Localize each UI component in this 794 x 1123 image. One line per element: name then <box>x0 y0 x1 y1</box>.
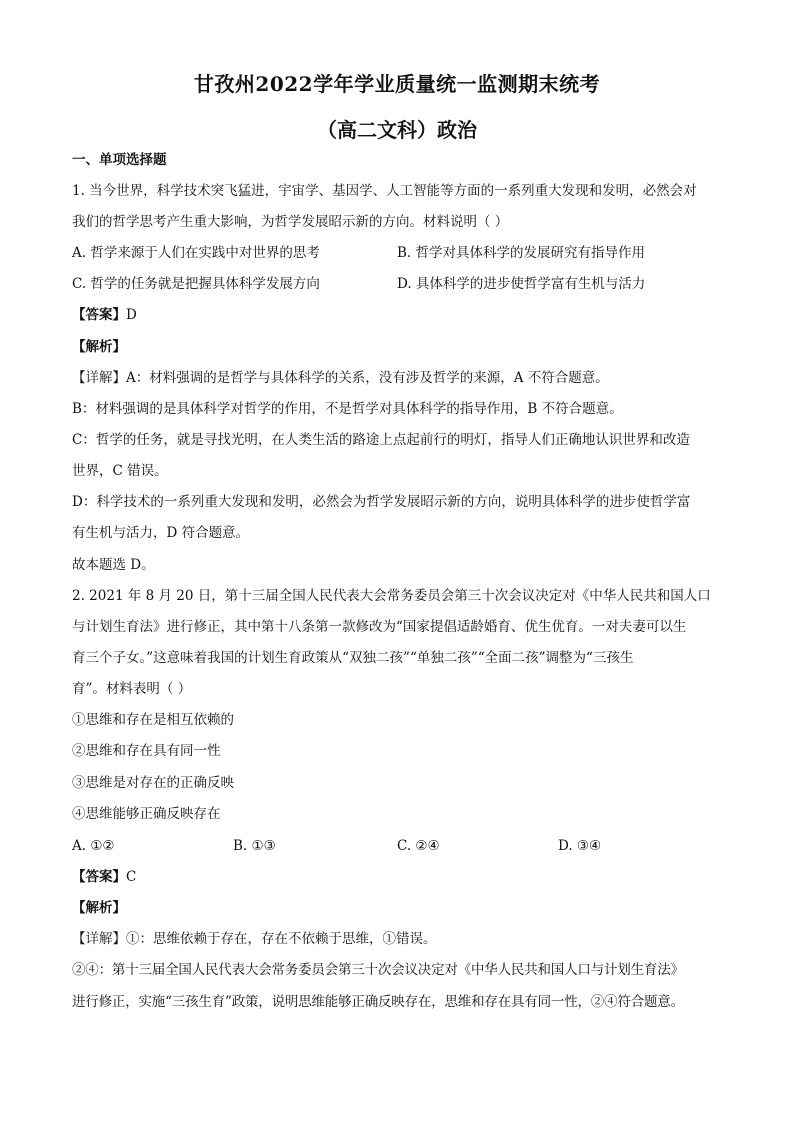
q1-option-d: D. 具体科学的进步使哲学富有生机与活力 <box>397 276 646 292</box>
q2-explanation-2-line1: ②④：第十三届全国人民代表大会常务委员会第三十次会议决定对《中华人民共和国人口与计划生育法》 <box>72 962 684 978</box>
page-title: 甘孜州2022学年学业质量统一监测期末统考 <box>193 72 601 96</box>
q2-answer-row <box>72 867 136 887</box>
q1-answer-row <box>72 305 137 325</box>
q1-explanation-b: B：材料强调的是具体科学对哲学的作用，不是哲学对具体科学的指导作用，B 不符合题意。 <box>72 401 623 417</box>
q2-explanation-1 <box>72 929 437 949</box>
q2-stem-line2: 与计划生育法》进行修正，其中第十八条第一款修改为“国家提倡适龄婚育、优生优育。一对夫妻可以生 <box>72 619 687 635</box>
q2-stem-line1: 2. 2021 年 8 月 20 日，第十三届全国人民代表大会常务委员会第三十次会议决定对《中华人民共和国人口 <box>72 588 711 604</box>
q1-explanation-a <box>72 368 609 388</box>
page-subtitle: （高二文科）政治 <box>317 118 477 142</box>
q2-statement-2: ②思维和存在具有同一性 <box>72 743 221 759</box>
q1-explanation-c-line2: 世界，C 错误。 <box>72 463 168 479</box>
q1-exp-a-text: A：材料强调的是哲学与具体科学的关系，没有涉及哲学的来源，A 不符合题意。 <box>126 370 609 386</box>
q2-explanation-2-line2: 进行修正，实施“三孩生育”政策，说明思维能够正确反映存在，思维和存在具有同一性，②④符合题意。 <box>72 994 684 1010</box>
q1-detail-tag: 【详解】 <box>72 370 126 386</box>
section-heading: 一、单项选择题 <box>72 152 167 168</box>
q2-stem-line3: 育三个子女。”这意味着我国的计划生育政策从“双独二孩”“单独二孩”“全面二孩”调整为“三孩生 <box>72 650 634 666</box>
q1-explanation-d-line2: 有生机与活力，D 符合题意。 <box>72 525 250 541</box>
q2-option-a: A. ①② <box>72 838 115 854</box>
q2-option-c: C. ②④ <box>397 838 440 854</box>
q2-detail-tag: 【详解】 <box>72 931 126 947</box>
q2-option-d: D. ③④ <box>558 838 602 854</box>
q2-answer-value: C <box>126 869 137 885</box>
q1-option-c: C. 哲学的任务就是把握具体科学发展方向 <box>72 276 320 292</box>
q1-conclusion: 故本题选 D。 <box>72 557 155 573</box>
q1-stem-line1: 1. 当今世界，科学技术突飞猛进，宇宙学、基因学、人工智能等方面的一系列重大发现和发明，必然会对 <box>72 183 697 199</box>
q2-statement-3: ③思维是对存在的正确反映 <box>72 775 234 791</box>
q1-answer-value: D <box>126 307 137 323</box>
q1-answer-tag: 【答案】 <box>72 307 126 323</box>
q2-analysis-tag: 【解析】 <box>72 900 126 916</box>
q1-option-a: A. 哲学来源于人们在实践中对世界的思考 <box>72 245 320 261</box>
q1-option-b: B. 哲学对具体科学的发展研究有指导作用 <box>397 245 646 261</box>
q2-stem-line4: 育”。材料表明（ ） <box>72 681 192 697</box>
q2-option-b: B. ①③ <box>233 838 276 854</box>
q1-explanation-d-line1: D：科学技术的一系列重大发现和发明，必然会为哲学发展昭示新的方向，说明具体科学的进步使哲学富 <box>72 494 691 510</box>
q1-analysis-tag: 【解析】 <box>72 339 126 355</box>
q2-answer-tag: 【答案】 <box>72 869 126 885</box>
q2-statement-4: ④思维能够正确反映存在 <box>72 806 221 822</box>
q1-explanation-c-line1: C：哲学的任务，就是寻找光明，在人类生活的路途上点起前行的明灯，指导人们正确地认识世界和改造 <box>72 432 690 448</box>
q1-stem-line2: 我们的哲学思考产生重大影响，为哲学发展昭示新的方向。材料说明（ ） <box>72 214 509 230</box>
q2-statement-1: ①思维和存在是相互依赖的 <box>72 712 234 728</box>
q2-exp-1-text: ①：思维依赖于存在，存在不依赖于思维，①错误。 <box>126 931 437 947</box>
